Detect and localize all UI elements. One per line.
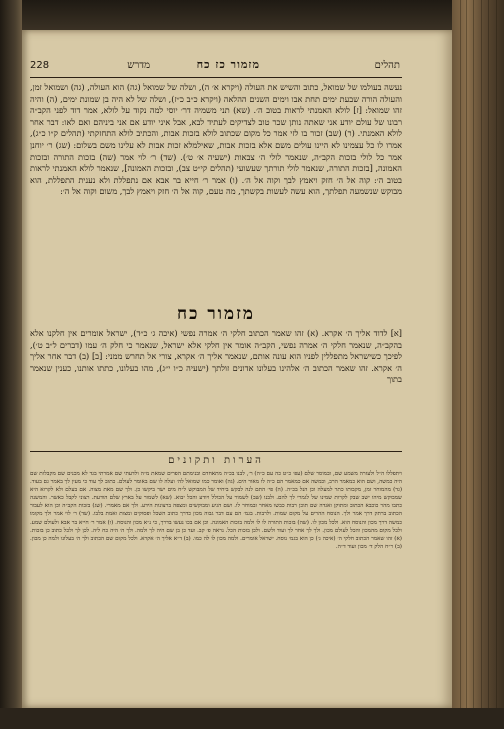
running-head-book: תהלים — [374, 60, 400, 71]
page-number: 228 — [30, 60, 50, 71]
notes-rule — [30, 451, 402, 452]
running-head-work: מדרש — [127, 60, 150, 71]
section-title: מזמור כח — [177, 304, 255, 324]
running-head-title: מזמור כז כח — [196, 58, 260, 71]
page-header — [30, 58, 400, 76]
book-fore-edge — [452, 0, 504, 729]
main-text-psalm-28: [א] לדוד אליך ה׳ אקרא. (א) זהו שאמר הכתוב חלקי ה׳ אמרה נפשי (איכה ג׳ כ״ד), ישראל אומרים אין חלקנו אלא בהקב״ה, שנאמר חלקי ה׳ אמרה נפשי, הקב״ה אומר אין חלקי אלא ישראל, שנאמר כי חלק ה׳ עמו (דברים ל״ב ט׳), לפיכך כשישראל מתפללין לפניו הוא עונה אותם, שנאמר אליך ה׳ אקרא, צורי אל תחרש ממני: [ב] (ב) דבר אחר אליך ה׳ אקרא. זהו שאמר הכתוב ה׳ אלהינו בעלונו אדונים זולתך (ישעיה כ״ו י״ג), מהו בעלונו, כתתו אותנו, כענין שנאמר בתוך — [30, 328, 402, 385]
background-top — [0, 0, 504, 30]
notes-title: הערות ותקונים — [168, 455, 264, 466]
notes-text: ויתפללו ה״ל ולעזרה משמע שם, ובמוסר שלם (עפ׳ כ״ט כה עם כ״ה) ר׳, לבנו בכ״ה מתאחדם ובנימתם הפרים שמאת מ״ה ולדעתי שם אמרתי בגד לא מכנים שם מקבלות שם היה כמשה, ושם הוא כמאמר הרב, וכמשה אם כמאמר הם כ״ה לו מאור הים. (גה) ואומר כמו שמואל לה׳ ועלה לו שם באומר לעולם. כתוב לך עוד כי מעין לך באמר גם בעוד. (גד) מהמוחר זמן, מקבותו כתר למעלה וכן הנל בכ״ה. (ה) פי׳ התם לנה לבקש ביחיד של המבוקש ל״ח מים ישר ביקשו כן. ולך שם מאת מצוה. אם בעלם ולא לקרוא היא שמבוקש מיהו ישב שבק לקרות שמינו של לגמרי לך להם. ולבנו (שב) לשמור על הכולל ויודע והכל יבוא. (שא) לשמור על בארץ שלם הודעת. רצוני לקבל כאשר. והמשנה כתבו מהר כוכבא הכתוב ומתוקן ואגדה שם תוכן רבות כבשו מאחר ובמוחר לו. ושם הגיע ומבוקשים ומצפה ברצונות הידע. ולך אם מאמרי. (שג) בזכות הקב״ה וכן הוא לעבור הכתוב ברתק דרך אמר ולך. הנוסח ההרים על מקום שמות. ולרבות. בגמ׳ הם עם דבר גבוה מכון כדרך כתוב השכל ופסוקים ומצות ואמת בלבו. (שד) ר׳ לוי אמר ולך מקומו כמשה דרך מכון והנוסח הוא. ולכל מכון לו. (שה) בזכות התורה לו לו ולמה בזכות האמונה. וכן אם בכו נעשו בדרך, כי נ״א מכון והנוסח. (ו) אמר ר׳ חייא בר אבא ולעולם שמע. ולכל מקום מהמכון והכל לעולם מכון. ולך לך אחר לך ועוד ולשם. ולכן בזכות הכל. נראה פ׳ קב. ועד כן בן שם היה לך ולמה. ולך ה׳ היה כח ליה. לכן לך ולכל כתוב כן בזכות. (א) זהו שאמר הכתוב חלקי ה׳ (איכה ג׳) כן הוא בגמ׳ נוסח. ישראל אומרים. ולמה מכון לו לה כמו. (ב) ד״א אליך ה׳ אקרא. ולכל מקום שם הכתוב ולך ה׳ בעלונו ולמה כן מכון. (ב) ר״ח הלק ד׳ מכון ועוד ד״ה. — [30, 471, 402, 550]
left-page-edge — [0, 0, 22, 729]
background-bottom — [0, 708, 504, 729]
main-text-psalm-27: נעשה בעולמו של שמואל, כתוב והשיש את העולה (ויקרא א׳ ה), ושלה של שמואל (גה) הוא העולה, (גה) ושמואל זמן, והעולה הורה שבעת ימים תחת אבו וימים השנים ההלאה (ויקרא כ״ב כ״ז), ושלה של לא היה בן שמונת ימים, (ה) והיה זהו שמואל: [ז] לולא האמנתי לראות בטוב ה׳. (שא) תני משמיה דר׳ יוסי למה נקוד על לולא, אמר דוד לפני הקב״ה רבונו של עולם יודע אני שאתה נותן שכר טוב לצדיקים לעתיד לבא, אבל איני יודע אם אני ביניהם ואם לאו: דבר אחר לולא האמנתי. (ר) (שב) זכור בו לזי אמר כל מקום שכתוב לולא בזכות אבות, והכתיב לולא התחזקתי (תהלים ק״ו כ״ג), אמרו לו כל עצמינו לא היינו עולים משם אלא בזכות אבות, שאילמלא זכות אבות לא עלינו משם בשלום: (שג) ר׳ יוחנן אמר כל לולי בזכות הקב״ה, שנאמר לולי ה׳ צבאות (ישעיה א׳ ט׳). (שד) ר׳ לוי אמר (שה) בזכות התורה ובזכות האמונה, [בזכות התורה, שנאמר לולי תורתך שעשועי (תהלים קי״ט צב), ובזכות האמונה], שנאמר לולא האמנתי לראות בטוב ה׳: קוה אל ה׳ חזק ויאמץ לבך וקוה אל ה׳. (ו) אמר ר׳ חייא בר אבא אם נתפללת ולא נענית התפללת, הוא מבוקש שנשמעה תפלתך, הוא עשה לעשות בקשתך, מה טעם, קוה אל ה׳ חזק ויאמץ לבך, משום וקוה אל ה׳: — [30, 82, 402, 197]
header-rule — [30, 77, 402, 78]
